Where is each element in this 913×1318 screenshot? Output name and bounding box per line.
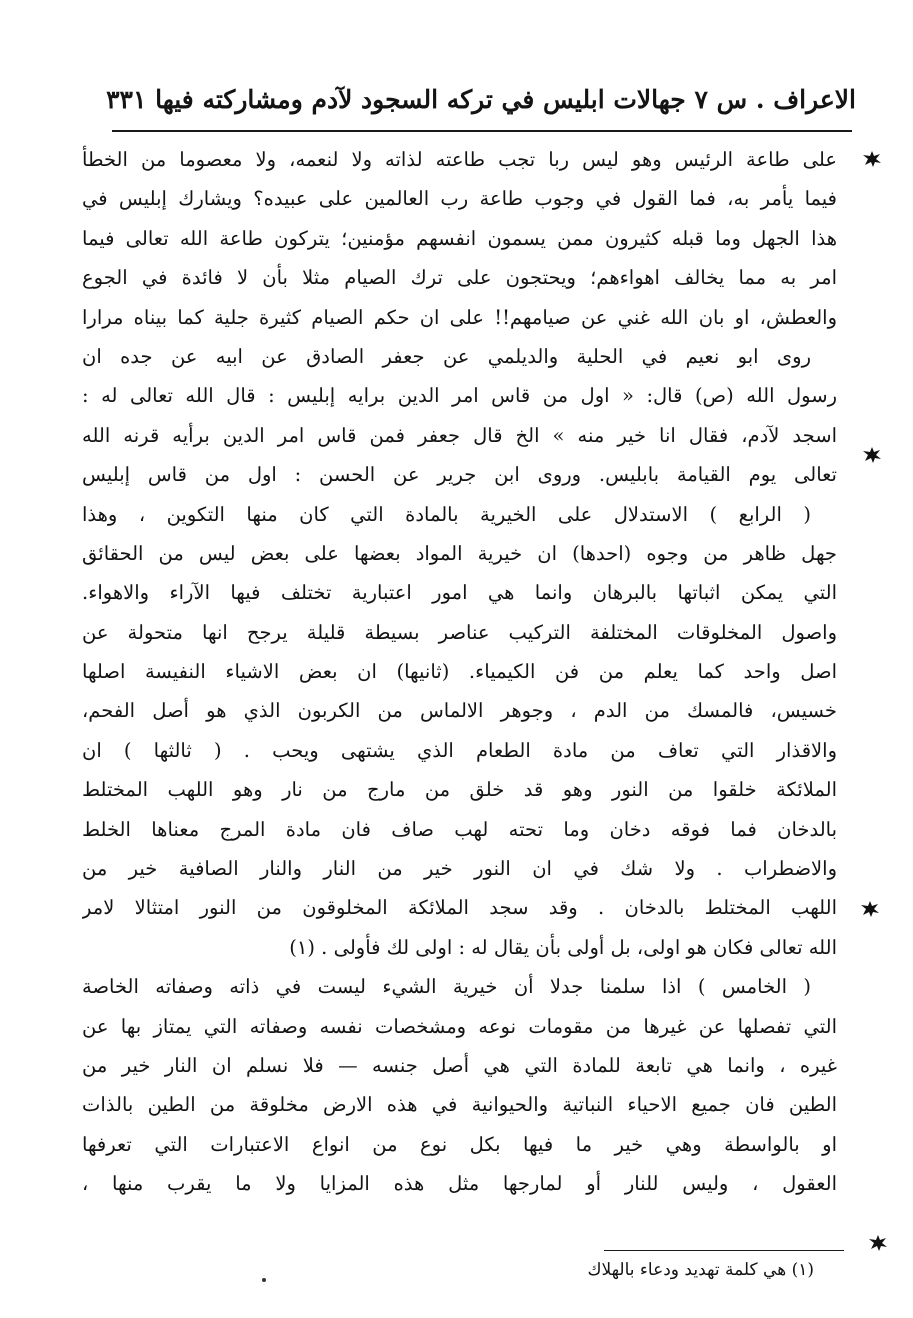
text-line: على طاعة الرئيس وهو ليس ربا تجب طاعته لذاته ولا لنعمه، ولا معصوما من الخطأ <box>82 148 837 171</box>
text-line: رسول الله (ص) قال: « اول من قاس امر الدين برايه إبليس : قال الله تعالى له : <box>82 384 837 408</box>
ink-blot-icon <box>862 446 882 464</box>
text-line: او بالواسطة وهي خير ما فيها بكل نوع من انواع الاعتبارات التي تعرفها <box>82 1132 837 1156</box>
text-line: والعطش، او بان الله غني عن صيامهم!! على ان حكم الصيام كثيرة جلية كما بيناه مرارا <box>82 305 837 329</box>
text-line: واصول المخلوقات المختلفة التركيب عناصر بسيطة قليلة يرجح انها متحولة عن <box>82 620 837 644</box>
text-line: اسجد لآدم، فقال انا خير منه » الخ قال جعفر فمن قاس امر الدين برأيه قرنه الله <box>82 423 837 447</box>
text-line: ( الرابع ) الاستدلال على الخيرية بالمادة التي كان منها التكوين ، وهذا <box>82 502 811 526</box>
body-text <box>82 140 837 1204</box>
ink-speck <box>262 1278 266 1282</box>
footnote: (١) هي كلمة تهديد ودعاء بالهلاك <box>587 1260 814 1280</box>
header-rule <box>112 130 852 132</box>
text-line: التي يمكن اثباتها بالبرهان وانما هي امور اعتبارية تختلف فيها الآراء والاهواء. <box>82 581 837 605</box>
text-line: العقول ، وليس للنار أو لمارجها مثل هذه المزايا ولا ما يقرب منها ، <box>82 1172 837 1196</box>
text-line: الملائكة خلقوا من النور وهو قد خلق من مارج من نار وهو اللهب المختلط <box>82 778 837 802</box>
text-line: ( الخامس ) اذا سلمنا جدلا أن خيرية الشيء ليست في ذاته وصفاته الخاصة <box>82 975 811 999</box>
footnote-rule <box>604 1250 844 1251</box>
text-line: اللهب المختلط بالدخان . وقد سجد الملائكة المخلوقون من النور امتثالا لامر <box>82 896 837 920</box>
text-line: روى ابو نعيم في الحلية والديلمي عن جعفر الصادق عن ابيه عن جده ان <box>82 344 811 368</box>
text-line: جهل ظاهر من وجوه (احدها) ان خيرية المواد بعضها على بعض ليس من الحقائق <box>82 541 837 565</box>
text-line: والاقذار التي تعاف من مادة الطعام الذي يشتهى ويحب . ( ثالثها ) ان <box>82 738 837 762</box>
running-header: الاعراف . س ٧ جهالات ابليس في تركه السجود لآدم ومشاركته فيها ٣٣١ <box>106 85 856 114</box>
ink-blot-icon <box>862 150 882 168</box>
text-line: تعالى يوم القيامة بابليس. وروى ابن جرير عن الحسن : اول من قاس إبليس <box>82 463 837 487</box>
text-line: والاضطراب . ولا شك في ان النور خير من النار والنار الصافية خير من <box>82 857 837 881</box>
text-line: فيما يأمر به، فما القول في وجوب طاعة رب العالمين على عبيده؟ ويشارك إبليس في <box>82 187 837 211</box>
ink-blot-icon <box>860 900 880 918</box>
text-line: هذا الجهل وما قبله كثيرون ممن يسمون انفسهم مؤمنين؛ يتركون طاعة الله تعالى فيما <box>82 226 837 250</box>
text-line: الله تعالى فكان هو اولى، بل أولى بأن يقال له : اولى لك فأولى . (١) <box>289 935 837 959</box>
text-line: اصل واحد كما يعلم من فن الكيمياء. (ثانيها) ان بعض الاشياء النفيسة اصلها <box>82 660 837 684</box>
text-line: التي تفصلها عن غيرها من مقومات نوعه ومشخصات نفسه وصفاته التي يمتاز بها عن <box>82 1014 837 1038</box>
ink-blot-icon <box>868 1234 888 1252</box>
text-line: الطين فان جميع الاحياء النباتية والحيوانية في هذه الارض مخلوقة من الطين بالذات <box>82 1093 837 1117</box>
text-line: بالدخان فما فوقه دخان وما تحته لهب صاف فان مادة المرج معناها الخلط <box>82 817 837 841</box>
text-line: غيره ، وانما هي تابعة للمادة التي هي أصل جنسه — فلا نسلم ان النار خير من <box>82 1053 837 1077</box>
text-line: امر به مما يخالف اهواءهم؛ ويحتجون على ترك الصيام مثلا بأن لا فائدة في الجوع <box>82 266 837 290</box>
text-line: خسيس، فالمسك من الدم ، وجوهر الالماس من الكربون الذي هو أصل الفحم، <box>82 699 837 723</box>
